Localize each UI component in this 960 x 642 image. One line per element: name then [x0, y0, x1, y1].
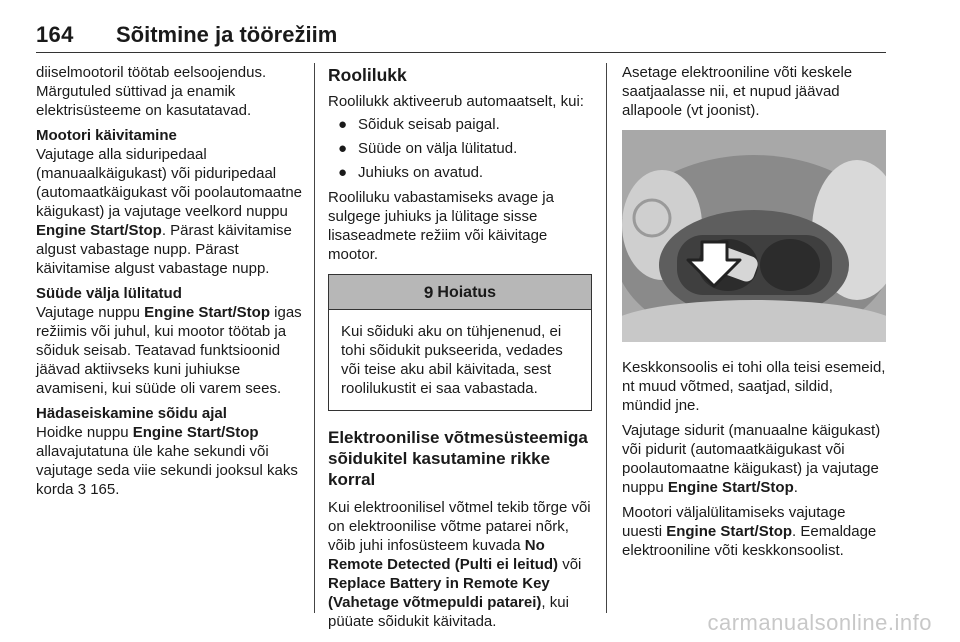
console-paragraph: Keskkonsoolis ei tohi olla teisi esemeid, nt muud võtmed, saatjad, sildid, mündid jne.: [622, 359, 886, 414]
section-title-engine-start: Mootori käivitamine: [36, 127, 177, 144]
key-placement-paragraph: Asetage elektrooniline võti keskele saatjaalasse nii, et nupud jäävad allapoole (vt joonist).: [622, 64, 853, 119]
list-item: ● Sõiduk seisab paigal.: [338, 116, 500, 133]
page-header: [36, 20, 886, 53]
engine-off-paragraph: Mootori väljalülitamiseks vajutage uuesti Engine Start/Stop. Eemaldage elektrooniline võti keskkonsoolist.: [622, 504, 877, 559]
column-left: [36, 63, 304, 505]
column-middle: [328, 63, 593, 631]
section-title-ignition-off: Süüde välja lülitatud: [36, 285, 182, 302]
chapter-title: Sõitmine ja töörežiim: [116, 22, 338, 47]
warning-text: Kui sõiduki aku on tühjenenud, ei tohi sõidukit pukseerida, vedades või teise aku abil käivitada, sest roolilukustit ei saa vabastada.: [341, 323, 563, 397]
page-reference-icon: 3: [77, 481, 87, 498]
column-right: [622, 63, 886, 566]
bullet-icon: ●: [338, 116, 348, 133]
section-title-emergency-stop: Hädaseiskamine sõidu ajal: [36, 405, 227, 422]
console-illustration: [622, 130, 886, 342]
steering-lock-intro: Roolilukk aktiveerub automaatselt, kui:: [328, 93, 584, 110]
intro-paragraph: diiselmootoril töötab eelsoojendus. Märgutuled süttivad ja enamik elektrisüsteeme on kasutatavad.: [36, 64, 267, 119]
list-item: ● Juhiuks on avatud.: [338, 164, 484, 181]
page-number: 164: [36, 22, 74, 47]
list-item: ● Süüde on välja lülitatud.: [338, 140, 518, 157]
warning-box: [328, 274, 592, 411]
bullet-icon: ●: [338, 164, 348, 181]
warning-icon: 9: [423, 282, 434, 302]
clutch-paragraph: Vajutage sidurit (manuaalne käigukast) või pidurit (automaatkäigukast või poolautomaatne käigukast) ja vajutage nuppu Engine Start/Stop.: [622, 422, 881, 496]
warning-title: Hoiatus: [437, 283, 497, 301]
column-divider: [314, 63, 315, 613]
steering-lock-release: Rooliluku vabastamiseks avage ja sulgege juhiuks ja lülitage sisse lisaseadmete režiim või käivitage mootor.: [328, 189, 554, 263]
console-key-photo: [622, 130, 886, 342]
ignition-off-paragraph: Vajutage nuppu Engine Start/Stop igas režiimis või juhul, kui mootor töötab ja sõiduk seisab. Teatavad funktsioonid jäävad aktiivseks kuni juhiukse avamiseni, kui süüde oli varem sees.: [36, 304, 302, 397]
warning-header: [329, 275, 591, 310]
page-reference-link[interactable]: 165.: [86, 481, 120, 498]
column-divider: [606, 63, 607, 613]
engine-start-paragraph: Vajutage alla siduripedaal (manuaalkäigukast) või piduripedaal (automaatkäigukast või poolautomaatne käigukast) ja vajutage veelkord nuppu Engine Start/Stop. Pärast käivitamise algust vabastage nupp. Pärast käivitamise algust vabastage nupp.: [36, 146, 303, 277]
bullet-icon: ●: [338, 140, 348, 157]
emergency-stop-paragraph: Hoidke nuppu Engine Start/Stop allavajutatuna üle kahe sekundi või vajutage seda viie sekundi jooksul kaks korda 3 165.: [36, 424, 298, 498]
section-title-steering-lock: Roolilukk: [328, 65, 407, 85]
key-failure-paragraph: Kui elektroonilisel võtmel tekib tõrge või on elektroonilise võtme patarei nõrk, võib juhi infosüsteem kuvada No Remote Detected (Pulti ei leitud) või Replace Battery in Remote Key (Vahetage võtmepuldi patarei), kui püüate sõidukit käivitada.: [328, 499, 591, 630]
section-title-key-failure: Elektroonilise võtmesüsteemiga sõidukitel kasutamine rikke korral: [328, 428, 588, 489]
watermark-text: carmanualsonline.info: [707, 610, 932, 635]
steering-lock-conditions: [328, 115, 593, 182]
